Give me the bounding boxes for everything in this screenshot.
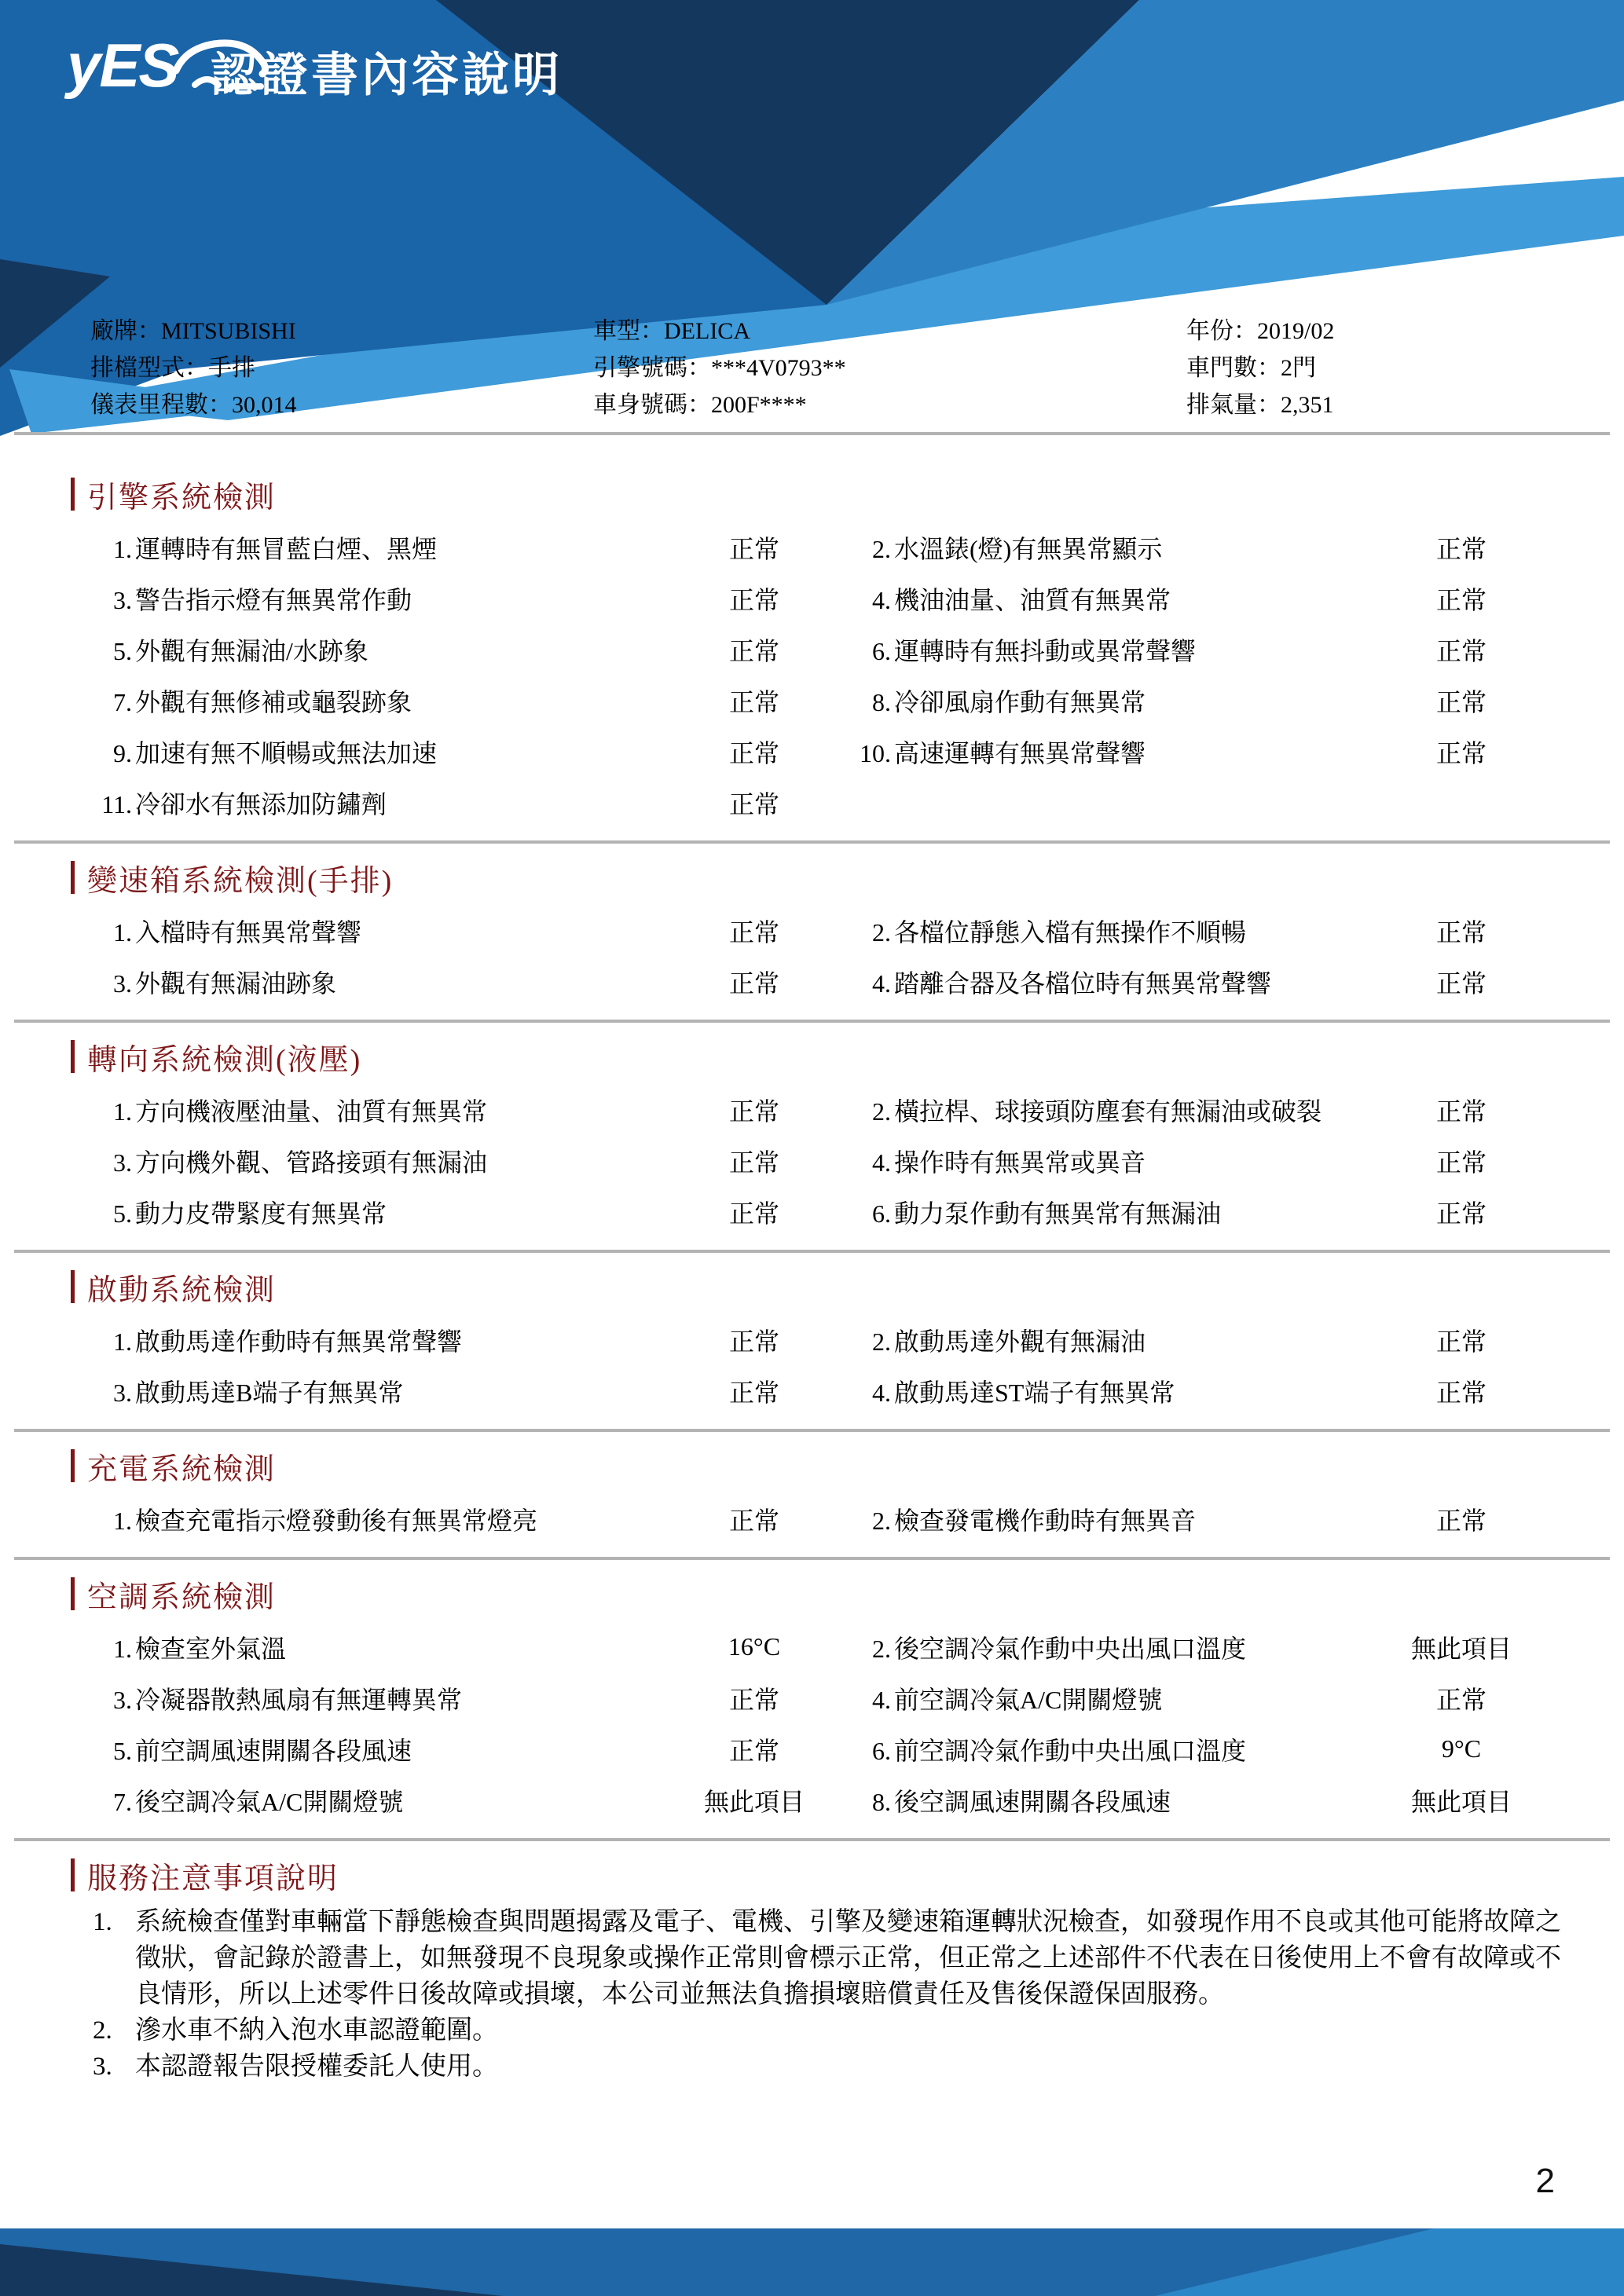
item-text: 高速運轉有無異常聲響 [894,738,1146,767]
item-number: 2. [872,1097,891,1126]
note-item [0,2049,1561,2085]
divider [14,1838,1610,1841]
info-value: MITSUBISHI [161,318,296,344]
item-number: 1. [113,1634,132,1663]
item-number: 5. [113,636,132,665]
yes-logo-text: yES [67,31,178,100]
item-text: 啟動馬達B端子有無異常 [135,1378,404,1407]
item-result: 16°C [728,1632,781,1661]
item-number: 9. [113,738,132,767]
item-number: 4. [872,969,891,998]
note-number: 3. [93,2052,112,2081]
info-label: 排氣量： [1186,392,1281,418]
item-text: 踏離合器及各檔位時有無異常聲響 [894,969,1272,998]
check-item [856,1731,1359,1767]
item-number: 3. [113,1148,132,1177]
section-title-bar [71,861,75,894]
page-number: 2 [1535,2162,1555,2200]
item-number: 2. [872,1634,891,1663]
info-year [1186,313,1334,350]
section-engine [0,476,1624,828]
check-row [94,1723,1564,1774]
check-item [94,964,652,1000]
item-result: 正常 [728,917,779,947]
item-text: 後空調冷氣作動中央出風口溫度 [894,1634,1247,1663]
item-number: 4. [872,1378,891,1407]
item-text: 外觀有無漏油/水跡象 [135,636,368,665]
section-title-bar [71,1040,75,1073]
item-text: 水溫錶(燈)有無異常顯示 [894,534,1163,563]
item-result: 正常 [728,789,779,818]
check-item [94,1731,652,1767]
section-service-notes [0,1857,1624,2085]
check-row [94,1186,1564,1237]
check-row [94,1135,1564,1186]
section-title: 空調系統檢測 [87,1580,277,1614]
check-item [94,580,652,617]
info-value: 手排 [208,355,255,381]
item-text: 運轉時有無抖動或異常聲響 [894,636,1197,665]
check-row [94,1493,1564,1544]
item-result: 9°C [1441,1734,1482,1763]
section-title-row [71,1857,1624,1893]
item-number: 1. [113,1506,132,1535]
item-text: 啟動馬達作動時有無異常聲響 [135,1327,463,1356]
section-title: 變速箱系統檢測(手排) [87,864,394,898]
info-value: ***4V0793** [711,355,846,381]
item-number: 1. [113,917,132,947]
check-row [94,905,1564,956]
page-footer [0,2228,1624,2296]
check-row [94,956,1564,1007]
check-item [94,683,652,719]
section-gearbox [0,859,1624,1007]
item-text: 各檔位靜態入檔有無操作不順暢 [894,917,1247,947]
check-item [856,1092,1359,1128]
section-title-bar [71,1270,75,1303]
item-result: 正常 [728,687,779,716]
item-number: 11. [101,789,132,818]
check-row [94,1314,1564,1365]
item-number: 2. [872,1506,891,1535]
item-text: 前空調冷氣作動中央出風口溫度 [894,1736,1247,1765]
check-item [94,1680,652,1716]
item-number: 6. [872,636,891,665]
check-row [94,777,1564,828]
item-result: 正常 [1435,917,1487,947]
item-text: 運轉時有無冒藍白煙、黑煙 [135,534,438,563]
vehicle-info [90,313,1334,423]
note-number: 1. [93,1908,112,1936]
section-title-row [71,1038,1624,1075]
item-number: 4. [872,1685,891,1714]
check-item [856,1782,1359,1818]
check-item [856,964,1359,1000]
item-result: 正常 [1435,1148,1487,1177]
item-result: 正常 [1435,585,1487,614]
item-text: 冷凝器散熱風扇有無運轉異常 [135,1685,463,1714]
check-item [856,913,1359,949]
divider [14,1557,1610,1560]
note-text: 本認證報告限授權委託人使用。 [135,2052,498,2081]
check-item [856,1143,1359,1179]
info-model [593,313,1186,350]
item-result: 正常 [1435,1199,1487,1228]
item-result: 正常 [728,1736,779,1765]
item-number: 10. [860,738,891,767]
check-item [94,1143,652,1179]
section-title: 服務注意事項說明 [87,1862,339,1895]
check-item [856,632,1359,668]
item-result: 正常 [1435,969,1487,998]
item-text: 前空調風速開關各段風速 [135,1736,412,1765]
info-label: 車身號碼： [593,392,711,418]
check-item [94,1322,652,1358]
check-row [94,624,1564,675]
check-item [94,529,652,566]
check-row [94,1084,1564,1135]
check-item [94,785,652,821]
info-label: 車門數： [1186,355,1281,381]
info-value: 30,014 [232,392,297,418]
item-text: 外觀有無漏油跡象 [135,969,337,998]
check-row [94,726,1564,777]
item-number: 3. [113,1685,132,1714]
divider [14,1429,1610,1432]
item-text: 啟動馬達外觀有無漏油 [894,1327,1146,1356]
check-item [856,734,1359,770]
section-title: 啟動系統檢測 [87,1273,277,1307]
section-title-bar [71,1449,75,1482]
item-text: 警告指示燈有無異常作動 [135,585,412,614]
item-number: 3. [113,969,132,998]
check-row [94,573,1564,624]
check-item [94,1629,652,1665]
item-number: 2. [872,917,891,947]
item-text: 機油油量、油質有無異常 [894,585,1171,614]
item-result: 正常 [1435,1378,1487,1407]
section-title-bar [71,1858,75,1891]
item-text: 方向機液壓油量、油質有無異常 [135,1097,488,1126]
check-row [94,1672,1564,1723]
check-item [856,683,1359,719]
item-result: 正常 [1435,1685,1487,1714]
item-text: 動力皮帶緊度有無異常 [135,1199,387,1228]
check-item [856,529,1359,566]
item-result: 正常 [1435,636,1487,665]
section-title-row [71,1448,1624,1484]
item-result: 正常 [728,636,779,665]
item-number: 1. [113,1097,132,1126]
item-text: 冷卻水有無添加防鏽劑 [135,789,387,818]
item-result: 正常 [728,1327,779,1356]
check-item [94,1373,652,1409]
info-label: 儀表里程數： [90,392,232,418]
item-result: 無此項目 [703,1787,805,1816]
item-text: 檢查室外氣溫 [135,1634,287,1663]
item-result: 正常 [728,1378,779,1407]
note-item [0,2012,1561,2049]
item-number: 5. [113,1199,132,1228]
check-item [94,734,652,770]
section-title-row [71,1269,1624,1305]
item-number: 6. [872,1199,891,1228]
item-result: 正常 [728,585,779,614]
check-row [94,675,1564,726]
item-result: 正常 [1435,738,1487,767]
check-item [94,1194,652,1230]
check-row [94,1621,1564,1672]
check-item [856,1680,1359,1716]
item-result: 正常 [728,1097,779,1126]
info-value: 2,351 [1281,392,1334,418]
note-number: 2. [93,2016,112,2045]
info-label: 年份： [1186,318,1257,344]
section-title-bar [71,478,75,511]
info-value: 200F**** [711,392,807,418]
item-number: 7. [113,687,132,716]
check-item [856,1373,1359,1409]
item-text: 外觀有無修補或龜裂跡象 [135,687,412,716]
info-displacement [1186,386,1334,423]
item-text: 後空調風速開關各段風速 [894,1787,1171,1816]
check-item [856,1322,1359,1358]
check-item [94,632,652,668]
info-value: 2門 [1281,355,1316,381]
divider [14,432,1610,435]
item-result: 正常 [1435,687,1487,716]
check-row [94,1774,1564,1825]
item-text: 前空調冷氣A/C開關燈號 [894,1685,1163,1714]
item-number: 7. [113,1787,132,1816]
check-item [94,1092,652,1128]
item-text: 檢查發電機作動時有無異音 [894,1506,1197,1535]
section-title: 轉向系統檢測(液壓) [87,1043,362,1077]
item-text: 方向機外觀、管路接頭有無漏油 [135,1148,488,1177]
section-charging [0,1448,1624,1544]
item-number: 4. [872,1148,891,1177]
check-item [94,1782,652,1818]
section-title-bar [71,1577,75,1610]
item-number: 6. [872,1736,891,1765]
info-vin [593,386,1186,423]
item-result: 無此項目 [1410,1634,1512,1663]
item-result: 正常 [728,1506,779,1535]
item-result: 正常 [1435,1506,1487,1535]
item-text: 加速有無不順暢或無法加速 [135,738,438,767]
item-text: 操作時有無異常或異音 [894,1148,1146,1177]
content [0,448,1624,2085]
check-row [94,1365,1564,1416]
item-number: 2. [872,534,891,563]
check-item [856,1501,1359,1537]
item-text: 入檔時有無異常聲響 [135,917,362,947]
item-number: 1. [113,534,132,563]
info-label: 車型： [593,318,664,344]
item-text: 橫拉桿、球接頭防塵套有無漏油或破裂 [894,1097,1322,1126]
check-item [856,1194,1359,1230]
section-title: 充電系統檢測 [87,1452,277,1486]
info-doors [1186,350,1334,386]
section-title: 引擎系統檢測 [87,481,277,514]
item-number: 2. [872,1327,891,1356]
item-result: 無此項目 [1410,1787,1512,1816]
divider [14,840,1610,844]
check-item [94,1501,652,1537]
info-engine-no [593,350,1186,386]
check-item [856,580,1359,617]
info-value: DELICA [664,318,750,344]
info-mileage [90,386,593,423]
note-text: 滲水車不納入泡水車認證範圍。 [135,2016,498,2045]
item-result: 正常 [1435,534,1487,563]
page-header [0,0,1624,448]
item-text: 啟動馬達ST端子有無異常 [894,1378,1175,1407]
item-result: 正常 [728,738,779,767]
item-text: 後空調冷氣A/C開關燈號 [135,1787,404,1816]
item-result: 正常 [1435,1097,1487,1126]
item-number: 4. [872,585,891,614]
check-item [856,1629,1359,1665]
section-starter [0,1269,1624,1416]
section-aircon [0,1576,1624,1825]
item-result: 正常 [728,1685,779,1714]
item-number: 1. [113,1327,132,1356]
section-steering [0,1038,1624,1237]
section-title-row [71,1576,1624,1612]
note-item [0,1904,1561,2012]
check-item [94,913,652,949]
info-label: 引擎號碼： [593,355,711,381]
item-text: 動力泵作動有無異常有無漏油 [894,1199,1222,1228]
info-value: 2019/02 [1257,318,1335,344]
item-result: 正常 [728,969,779,998]
item-result: 正常 [728,1199,779,1228]
item-number: 3. [113,585,132,614]
info-label: 廠牌： [90,318,161,344]
divider [14,1250,1610,1253]
item-result: 正常 [728,1148,779,1177]
item-result: 正常 [1435,1327,1487,1356]
item-text: 檢查充電指示燈發動後有無異常燈亮 [135,1506,538,1535]
item-number: 5. [113,1736,132,1765]
check-row [94,522,1564,573]
section-title-row [71,859,1624,898]
note-text: 系統檢查僅對車輛當下靜態檢查與問題揭露及電子、電機、引擎及變速箱運轉狀況檢查，如發現作用不良或其他可能將故障之徵狀，會記錄於證書上，如無發現不良現象或操作正常則會標示正常，但正常之上述部件不代表在日後使用上不會有故障或不良情形，所以上述零件日後故障或損壞，本公司並無法負擔損壞賠償責任及售後保證保固服務。 [135,1908,1561,2009]
item-number: 8. [872,687,891,716]
page-title: 認證書內容說明 [211,49,563,101]
divider [14,1020,1610,1023]
item-number: 3. [113,1378,132,1407]
info-label: 排檔型式： [90,355,208,381]
item-number: 8. [872,1787,891,1816]
item-text: 冷卻風扇作動有無異常 [894,687,1146,716]
item-result: 正常 [728,534,779,563]
info-transmission [90,350,593,386]
info-brand [90,313,593,350]
section-title-row [71,476,1624,512]
